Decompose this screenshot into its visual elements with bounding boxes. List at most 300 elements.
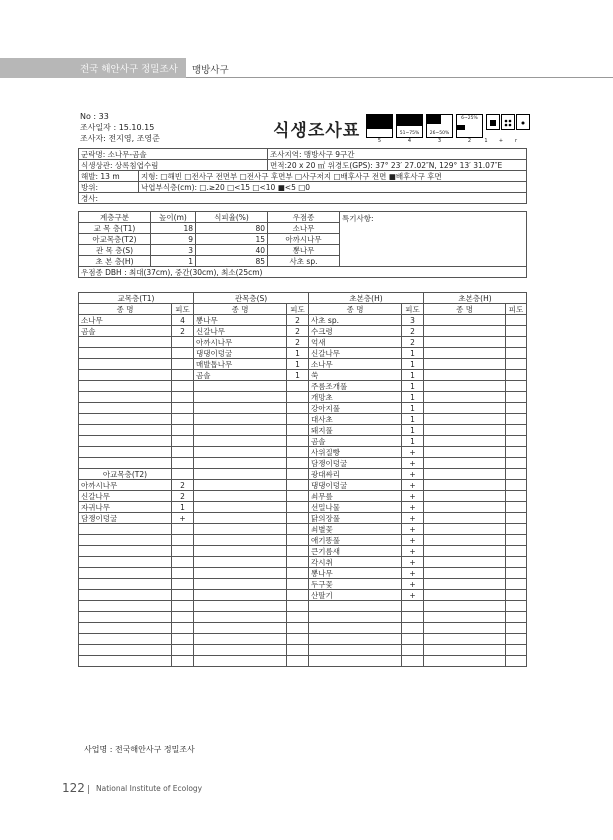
cover-cell <box>506 524 527 535</box>
species-name-cell <box>309 623 402 634</box>
species-name-cell: 애기똥풀 <box>309 535 402 546</box>
cover-cell <box>172 568 194 579</box>
species-name-cell <box>194 634 287 645</box>
header-subtitle: 맹방사구 <box>192 65 229 76</box>
species-name-cell <box>309 656 402 667</box>
legend-caption: 6~25% <box>461 116 478 121</box>
cover-cell <box>506 469 527 480</box>
species-name-cell: 담쟁이덩굴 <box>79 513 172 524</box>
species-table <box>78 292 527 667</box>
community-name: 군락명: 소나무-곰솔 <box>79 149 268 160</box>
altitude: 해발: 13 m <box>79 171 139 182</box>
species-name-cell <box>79 557 172 568</box>
cover-cell: 1 <box>402 370 424 381</box>
stratum-dominant: 사초 sp. <box>268 256 340 267</box>
species-name-cell <box>194 590 287 601</box>
species-name-cell: 자귀나무 <box>79 502 172 513</box>
strata-header: 우점종 <box>268 212 340 223</box>
cover-cell <box>402 656 424 667</box>
cover-cell: 1 <box>172 502 194 513</box>
species-name-cell <box>79 656 172 667</box>
survey-date: 조사일자 : 15.10.15 <box>80 123 155 132</box>
column-header: 피도 <box>506 304 527 315</box>
species-name-cell: 큰기름새 <box>309 546 402 557</box>
stratum-name: 초 본 층(H) <box>79 256 151 267</box>
cover-cell: 4 <box>172 315 194 326</box>
cover-cell <box>506 315 527 326</box>
species-name-cell: 억새 <box>309 337 402 348</box>
table-row <box>79 337 527 348</box>
legend-caption: 26~50% <box>429 131 450 136</box>
cover-cell: 1 <box>402 381 424 392</box>
cover-cell: + <box>402 447 424 458</box>
cover-cell: + <box>402 579 424 590</box>
table-row <box>79 212 527 223</box>
species-name-cell: 개망초 <box>309 392 402 403</box>
cover-cell <box>287 524 309 535</box>
species-name-cell <box>194 458 287 469</box>
species-name-cell <box>79 634 172 645</box>
table-row <box>79 645 527 656</box>
cover-cell <box>172 535 194 546</box>
stratum-dominant: 아까시나무 <box>268 234 340 245</box>
cover-cell <box>506 348 527 359</box>
species-name-cell <box>194 524 287 535</box>
cover-cell <box>506 447 527 458</box>
species-name-cell <box>79 359 172 370</box>
species-name-cell <box>79 348 172 359</box>
species-name-cell: 주름조개풀 <box>309 381 402 392</box>
legend-number: 3 <box>437 138 442 144</box>
cover-cell: + <box>402 590 424 601</box>
species-name-cell <box>79 546 172 557</box>
cover-cell: + <box>402 458 424 469</box>
species-name-cell: 곰솔 <box>309 436 402 447</box>
group-header-t1: 교목층(T1) <box>79 293 194 304</box>
species-name-cell <box>79 403 172 414</box>
table-row <box>79 590 527 601</box>
species-name-cell: 곰솔 <box>79 326 172 337</box>
cover-cell <box>402 645 424 656</box>
group-header-t2: 아교목층(T2) <box>79 469 172 480</box>
cover-cell: + <box>402 469 424 480</box>
table-row <box>79 182 527 193</box>
cover-cell <box>287 645 309 656</box>
legend-fill <box>427 115 441 124</box>
aspect: 방위: <box>79 182 139 193</box>
species-name-cell: 신갈나무 <box>194 326 287 337</box>
species-name-cell: 수크령 <box>309 326 402 337</box>
species-name-cell: 사위질빵 <box>309 447 402 458</box>
species-name-cell <box>194 612 287 623</box>
cover-cell <box>287 568 309 579</box>
cover-cell <box>287 634 309 645</box>
cover-cell <box>506 480 527 491</box>
species-name-cell: 소나무 <box>309 359 402 370</box>
publisher: National Institute of Ecology <box>96 784 203 793</box>
legend-number: 1 <box>484 138 488 144</box>
cover-cell: + <box>402 546 424 557</box>
species-name-cell <box>79 392 172 403</box>
cover-cell <box>506 557 527 568</box>
cover-cell: 2 <box>172 326 194 337</box>
cover-cell: + <box>402 568 424 579</box>
species-name-cell <box>424 590 506 601</box>
table-row <box>79 546 527 557</box>
terrain: 지형: □해빈 □전사구 전면부 □전사구 후면부 □사구저지 □배후사구 전면 ■배후사구 후면 <box>139 171 527 182</box>
species-name-cell <box>424 645 506 656</box>
species-name-cell: 강아지풀 <box>309 403 402 414</box>
legend-number: 4 <box>407 138 412 144</box>
legend-indicator-plus <box>501 114 515 130</box>
cover-cell <box>506 381 527 392</box>
stratum-name: 아교목층(T2) <box>79 234 151 245</box>
cover-cell: 1 <box>287 359 309 370</box>
species-name-cell <box>194 502 287 513</box>
species-name-cell <box>424 623 506 634</box>
stratum-dominant: 소나무 <box>268 223 340 234</box>
legend-number: + <box>498 138 504 144</box>
cover-cell: + <box>402 491 424 502</box>
species-name-cell <box>194 601 287 612</box>
column-header: 피도 <box>402 304 424 315</box>
table-row <box>79 193 527 204</box>
species-name-cell <box>424 392 506 403</box>
species-name-cell <box>194 656 287 667</box>
cover-cell <box>172 623 194 634</box>
species-name-cell: 소나무 <box>79 315 172 326</box>
species-name-cell <box>194 513 287 524</box>
species-name-cell <box>309 601 402 612</box>
cover-cell <box>172 414 194 425</box>
cover-cell <box>506 425 527 436</box>
cover-cell: + <box>402 524 424 535</box>
cover-cell: 2 <box>402 337 424 348</box>
cover-cell <box>402 601 424 612</box>
cover-cell <box>172 524 194 535</box>
species-name-cell <box>424 348 506 359</box>
cover-cell: 1 <box>287 348 309 359</box>
species-name-cell <box>424 370 506 381</box>
species-name-cell <box>79 645 172 656</box>
species-name-cell <box>424 447 506 458</box>
table-row <box>79 656 527 667</box>
species-name-cell <box>424 480 506 491</box>
cover-cell <box>172 634 194 645</box>
table-row <box>79 359 527 370</box>
page-number: 122 <box>62 781 85 795</box>
cover-cell <box>172 579 194 590</box>
species-name-cell <box>194 623 287 634</box>
table-row <box>79 491 527 502</box>
table-row <box>79 623 527 634</box>
table-row <box>79 480 527 491</box>
species-name-cell: 선밀나물 <box>309 502 402 513</box>
species-name-cell: 쇠무릎 <box>309 491 402 502</box>
species-name-cell: 돼지풀 <box>309 425 402 436</box>
cover-cell <box>287 601 309 612</box>
species-name-cell <box>424 568 506 579</box>
cover-cell <box>402 634 424 645</box>
slope: 경사: <box>79 193 527 204</box>
group-header-h2: 초본층(H) <box>424 293 527 304</box>
cover-cell <box>172 381 194 392</box>
species-name-cell <box>194 645 287 656</box>
species-name-cell <box>424 502 506 513</box>
area-gps: 면적:20 x 20 ㎡ 위경도(GPS): 37° 23′ 27.02″N, 129° 13′ 31.07″E <box>268 160 527 171</box>
cover-cell <box>506 623 527 634</box>
table-row <box>79 601 527 612</box>
small-square-icon <box>487 116 499 130</box>
legend-caption: 51~75% <box>399 131 420 136</box>
site-info-table <box>78 148 527 204</box>
cover-cell: + <box>172 513 194 524</box>
species-name-cell <box>79 601 172 612</box>
stratum-name: 관 목 층(S) <box>79 245 151 256</box>
species-name-cell <box>424 524 506 535</box>
cover-cell <box>506 634 527 645</box>
stratum-cover: 15 <box>196 234 268 245</box>
cover-cell <box>172 447 194 458</box>
species-name-cell: 쇠별꽃 <box>309 524 402 535</box>
species-name-cell <box>79 337 172 348</box>
table-row <box>79 304 527 315</box>
species-name-cell <box>194 403 287 414</box>
table-row <box>79 403 527 414</box>
cover-cell <box>172 590 194 601</box>
species-name-cell <box>194 392 287 403</box>
species-name-cell: 신갈나무 <box>309 348 402 359</box>
cover-cell: 1 <box>402 392 424 403</box>
species-name-cell <box>194 557 287 568</box>
species-name-cell <box>79 612 172 623</box>
cover-cell: 2 <box>287 315 309 326</box>
species-name-cell: 닭의장풀 <box>309 513 402 524</box>
species-name-cell <box>194 469 287 480</box>
legend-box-5 <box>366 114 393 138</box>
table-row <box>79 557 527 568</box>
strata-table <box>78 211 527 278</box>
cover-cell <box>172 546 194 557</box>
species-name-cell: 두구꽃 <box>309 579 402 590</box>
species-name-cell: 아까시나무 <box>79 480 172 491</box>
cover-cell <box>506 535 527 546</box>
species-name-cell <box>424 535 506 546</box>
table-row <box>79 502 527 513</box>
legend-caption: 76~100% <box>368 131 391 136</box>
table-row <box>79 326 527 337</box>
species-name-cell <box>424 546 506 557</box>
species-name-cell: 아까시나무 <box>194 337 287 348</box>
species-name-cell <box>194 535 287 546</box>
species-name-cell <box>79 590 172 601</box>
stratum-height: 9 <box>151 234 196 245</box>
species-name-cell <box>424 315 506 326</box>
table-row <box>79 160 527 171</box>
species-name-cell <box>424 601 506 612</box>
header-title: 전국 해안사구 정밀조사 <box>80 64 178 75</box>
species-name-cell <box>424 381 506 392</box>
cover-cell <box>172 425 194 436</box>
species-name-cell <box>79 568 172 579</box>
cover-cell <box>506 601 527 612</box>
cover-cell <box>506 502 527 513</box>
column-header: 종 명 <box>79 304 172 315</box>
species-name-cell: 쑥 <box>309 370 402 381</box>
cover-cell: + <box>402 480 424 491</box>
cover-cell <box>287 546 309 557</box>
cover-cell <box>402 623 424 634</box>
column-header: 종 명 <box>194 304 287 315</box>
species-name-cell <box>424 337 506 348</box>
species-name-cell: 뽕나무 <box>194 315 287 326</box>
strata-header: 높이(m) <box>151 212 196 223</box>
table-row <box>79 370 527 381</box>
cover-cell <box>172 458 194 469</box>
cover-cell <box>287 513 309 524</box>
group-header-h: 초본층(H) <box>309 293 424 304</box>
table-row <box>79 447 527 458</box>
cover-cell: + <box>402 557 424 568</box>
cover-cell: 2 <box>287 326 309 337</box>
cover-cell <box>287 590 309 601</box>
species-name-cell <box>424 612 506 623</box>
table-row <box>79 149 527 160</box>
column-header: 종 명 <box>309 304 402 315</box>
species-name-cell <box>194 447 287 458</box>
cover-cell <box>506 436 527 447</box>
dots-icon <box>502 116 514 130</box>
species-name-cell: 담쟁이덩굴 <box>309 458 402 469</box>
species-name-cell <box>79 623 172 634</box>
cover-cell: 2 <box>172 491 194 502</box>
stratum-height: 1 <box>151 256 196 267</box>
species-name-cell <box>424 414 506 425</box>
cover-cell <box>287 656 309 667</box>
column-header: 피도 <box>287 304 309 315</box>
form-title: 식생조사표 <box>273 121 361 141</box>
species-name-cell <box>309 645 402 656</box>
legend-indicator-1 <box>486 114 500 130</box>
table-row <box>79 513 527 524</box>
cover-cell <box>506 579 527 590</box>
cover-cell: 3 <box>402 315 424 326</box>
header-rule <box>186 77 613 78</box>
cover-cell <box>506 326 527 337</box>
legend-number: 2 <box>467 138 472 144</box>
cover-cell <box>172 656 194 667</box>
cover-cell <box>287 557 309 568</box>
strata-header: 계층구분 <box>79 212 151 223</box>
cover-cell <box>172 469 194 480</box>
species-name-cell <box>79 425 172 436</box>
legend-box-2 <box>456 114 483 138</box>
cover-cell <box>172 403 194 414</box>
legend-fill <box>457 125 465 130</box>
cover-cell <box>172 359 194 370</box>
legend-box-4 <box>396 114 423 138</box>
species-name-cell <box>424 469 506 480</box>
cover-cell <box>506 645 527 656</box>
table-row <box>79 579 527 590</box>
cover-cell <box>287 447 309 458</box>
cover-cell <box>287 535 309 546</box>
species-name-cell: 뽕나무 <box>309 568 402 579</box>
cover-cell <box>402 612 424 623</box>
species-name-cell <box>424 656 506 667</box>
table-row <box>79 469 527 480</box>
species-name-cell: 댕댕이덩굴 <box>194 348 287 359</box>
cover-cell <box>506 370 527 381</box>
dot-icon <box>517 116 529 130</box>
stratum-cover: 85 <box>196 256 268 267</box>
legend-indicator-r <box>516 114 530 130</box>
cover-cell <box>172 348 194 359</box>
cover-cell <box>287 414 309 425</box>
table-row <box>79 634 527 645</box>
cover-cell: 2 <box>402 326 424 337</box>
surveyor: 조사자: 전지영, 조영준 <box>80 134 160 143</box>
stratum-cover: 80 <box>196 223 268 234</box>
stratum-dominant: 뽕나무 <box>268 245 340 256</box>
cover-cell <box>287 392 309 403</box>
cover-cell <box>172 645 194 656</box>
cover-cell <box>287 469 309 480</box>
species-name-cell <box>424 425 506 436</box>
table-row <box>79 436 527 447</box>
table-row <box>79 315 527 326</box>
species-name-cell <box>424 436 506 447</box>
column-header: 종 명 <box>424 304 506 315</box>
table-row <box>79 524 527 535</box>
table-row <box>79 535 527 546</box>
species-name-cell: 곰솔 <box>194 370 287 381</box>
legend-number: 5 <box>377 138 382 144</box>
cover-cell <box>287 425 309 436</box>
species-name-cell <box>194 568 287 579</box>
cover-cell <box>287 579 309 590</box>
table-row <box>79 425 527 436</box>
species-name-cell <box>79 436 172 447</box>
strata-header: 식피율(%) <box>196 212 268 223</box>
species-name-cell <box>424 557 506 568</box>
cover-cell <box>172 557 194 568</box>
cover-cell <box>506 612 527 623</box>
species-name-cell <box>79 447 172 458</box>
cover-cell: 2 <box>287 337 309 348</box>
species-name-cell <box>194 546 287 557</box>
species-name-cell <box>79 381 172 392</box>
species-name-cell <box>194 491 287 502</box>
legend-number: r <box>514 138 518 144</box>
species-name-cell: 신갈나무 <box>79 491 172 502</box>
species-name-cell: 매발톱나무 <box>194 359 287 370</box>
table-row <box>79 267 527 278</box>
survey-number: No : 33 <box>80 112 109 121</box>
table-row <box>79 458 527 469</box>
cover-cell <box>506 359 527 370</box>
cover-cell <box>287 491 309 502</box>
table-row <box>79 293 527 304</box>
species-name-cell <box>79 535 172 546</box>
species-name-cell <box>194 480 287 491</box>
table-row <box>79 612 527 623</box>
cover-cell: 1 <box>402 436 424 447</box>
cover-cell <box>172 392 194 403</box>
cover-cell <box>287 381 309 392</box>
cover-cell <box>506 403 527 414</box>
species-name-cell: 댕댕이덩굴 <box>309 480 402 491</box>
